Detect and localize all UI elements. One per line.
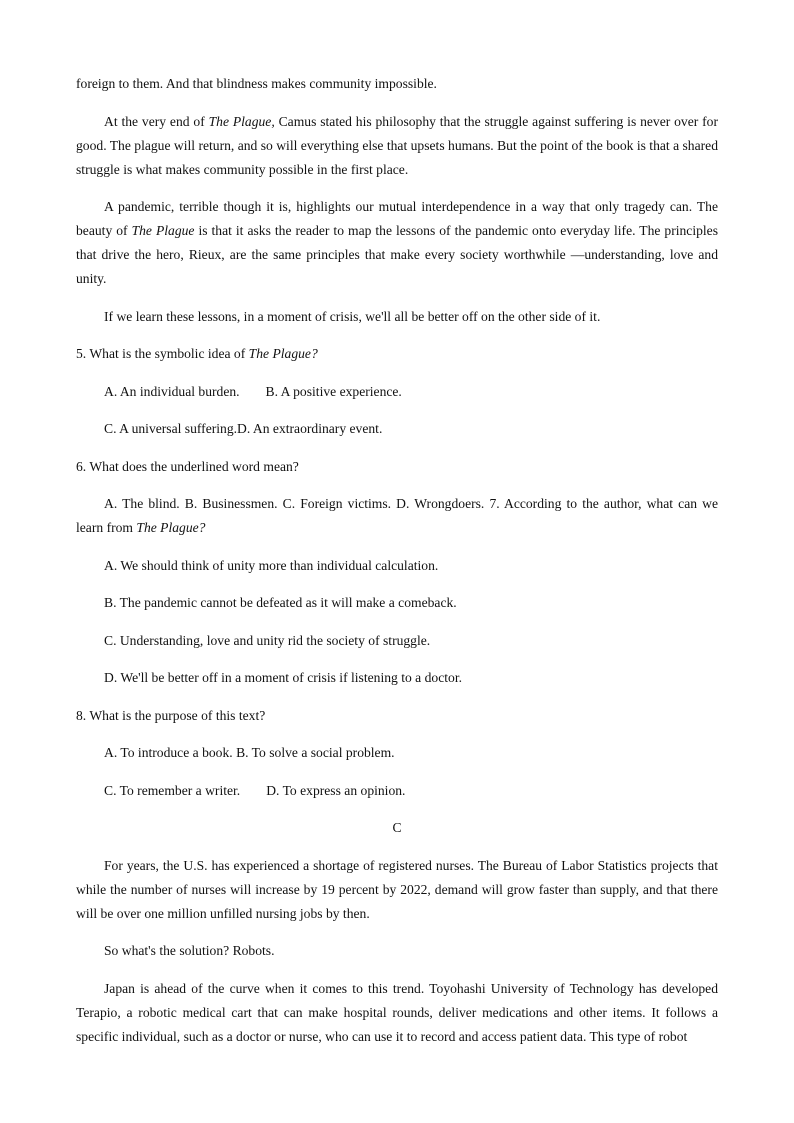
option-c: C. To remember a writer.: [104, 782, 241, 798]
question-7-option-d: D. We'll be better off in a moment of crisis if listening to a doctor.: [104, 670, 462, 685]
section-heading: C: [392, 820, 402, 835]
paragraph: foreign to them. And that blindness makes community impossible.: [76, 76, 437, 91]
question-5-options-cd: [76, 417, 718, 441]
option-d: D. An extraordinary event.: [237, 421, 383, 436]
question-8-stem: 8. What is the purpose of this text?: [76, 707, 266, 723]
question-8-options-cd: [76, 779, 718, 803]
book-title: The Plague?: [136, 520, 206, 535]
question-8-options-ab: A. To introduce a book. B. To solve a social problem.: [104, 745, 395, 760]
text-run: At the very end of: [104, 113, 209, 129]
paragraph: So what's the solution? Robots.: [104, 943, 275, 958]
text-run: A. The blind. B. Businessmen. C. Foreign victims. D. Wrongdoers. 7. According to the author, what can we learn from: [76, 496, 718, 535]
paragraph: [76, 110, 718, 182]
paragraph: Japan is ahead of the curve when it comes to this trend. Toyohashi University of Technology has developed Terapio, a robotic medical cart that can make hospital rounds, deliver medications and other items. It follows a specific individual, such as a doctor or nurse, who can use it to record and access patient data. This type of robot: [76, 980, 718, 1044]
paragraph: For years, the U.S. has experienced a shortage of registered nurses. The Bureau of Labor Statistics projects that while the number of nurses will increase by 19 percent by 2022, demand will grow faster than supply, and that there will be over one million unfilled nursing jobs by then.: [76, 857, 718, 921]
book-title: The Plague: [131, 223, 195, 238]
paragraph: If we learn these lessons, in a moment of crisis, we'll all be better off on the other side of it.: [104, 308, 601, 324]
text-run: Camus stated his philosophy that the struggle against suffering is never over for good. The plague will return, and so will everything else that upsets humans. But the point of the book is that a shared struggle is what makes community possible in the first place.: [76, 113, 718, 177]
question-6-options: [76, 492, 718, 540]
question-5-stem: [76, 342, 718, 366]
question-6-stem: 6. What does the underlined word mean?: [76, 458, 299, 474]
paragraph: [76, 195, 718, 291]
option-d: D. To express an opinion.: [266, 782, 406, 798]
text-run: is that it asks the reader to map the lessons of the pandemic onto everyday life. The principles that drive the hero, Rieux, are the same principles that make every society worthwhile —understanding, love and unity.: [76, 223, 719, 286]
option-c: C. A universal suffering.: [104, 421, 238, 436]
question-7-option-b: B. The pandemic cannot be defeated as it will make a comeback.: [104, 595, 457, 610]
book-title: The Plague?: [248, 346, 318, 361]
text-run: 5. What is the symbolic idea of: [76, 346, 249, 361]
book-title: The Plague,: [208, 113, 275, 129]
document-body: [76, 72, 718, 1062]
question-7-option-c: C. Understanding, love and unity rid the society of struggle.: [104, 632, 431, 648]
option-a: A. An individual burden.: [104, 383, 240, 399]
question-7-option-a: A. We should think of unity more than individual calculation.: [104, 557, 439, 573]
question-5-options-ab: [76, 380, 718, 404]
text-run: A pandemic, terrible though it is, highlights our mutual interdependence in a way that only tragedy can. The beauty of: [76, 199, 718, 238]
option-b: B. A positive experience.: [265, 383, 402, 399]
